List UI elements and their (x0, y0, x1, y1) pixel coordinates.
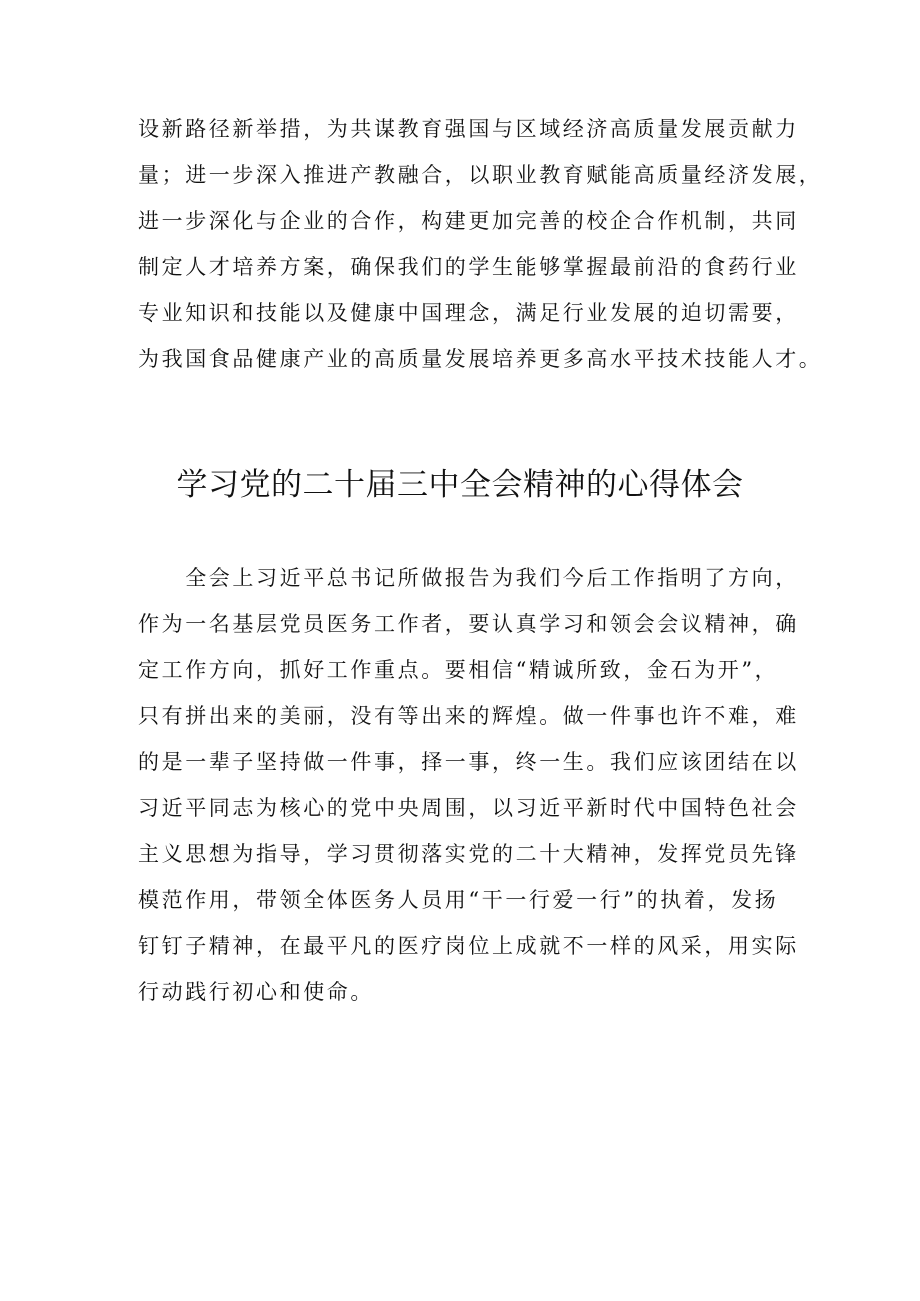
paragraph-line: 设新路径新举措，为共谋教育强国与区域经济高质量发展贡献力 (138, 117, 799, 141)
paragraph-line: 主义思想为指导，学习贯彻落实党的二十大精神，发挥党员先锋 (138, 842, 799, 866)
body-paragraph (138, 555, 798, 1015)
document-title: 学习党的二十届三中全会精神的心得体会 (176, 467, 744, 503)
paragraph-line: 量；进一步深入推进产教融合，以职业教育赋能高质量经济发展， (138, 163, 823, 187)
paragraph-line: 全会上习近平总书记所做报告为我们今后工作指明了方向， (138, 566, 799, 590)
paragraph-line: 定工作方向，抓好工作重点。要相信“精诚所致，金石为开”， (138, 658, 779, 682)
paragraph-line: 的是一辈子坚持做一件事，择一事，终一生。我们应该团结在以 (138, 750, 799, 774)
paragraph-line: 模范作用，带领全体医务人员用“干一行爱一行”的执着，发扬 (138, 888, 779, 912)
continuation-paragraph (138, 106, 823, 382)
paragraph-line: 只有拼出来的美丽，没有等出来的辉煌。做一件事也许不难，难 (138, 704, 799, 728)
paragraph-line: 行动践行初心和使命。 (138, 980, 374, 1004)
paragraph-line: 习近平同志为核心的党中央周围，以习近平新时代中国特色社会 (138, 796, 799, 820)
paragraph-line: 进一步深化与企业的合作，构建更加完善的校企合作机制，共同 (138, 209, 799, 233)
paragraph-line: 作为一名基层党员医务工作者，要认真学习和领会会议精神，确 (138, 612, 799, 636)
paragraph-line: 为我国食品健康产业的高质量发展培养更多高水平技术技能人才。 (138, 347, 823, 371)
paragraph-line: 专业知识和技能以及健康中国理念，满足行业发展的迫切需要， (138, 301, 799, 325)
paragraph-line: 制定人才培养方案，确保我们的学生能够掌握最前沿的食药行业 (138, 255, 799, 279)
paragraph-line: 钉钉子精神，在最平凡的医疗岗位上成就不一样的风采，用实际 (138, 934, 799, 958)
